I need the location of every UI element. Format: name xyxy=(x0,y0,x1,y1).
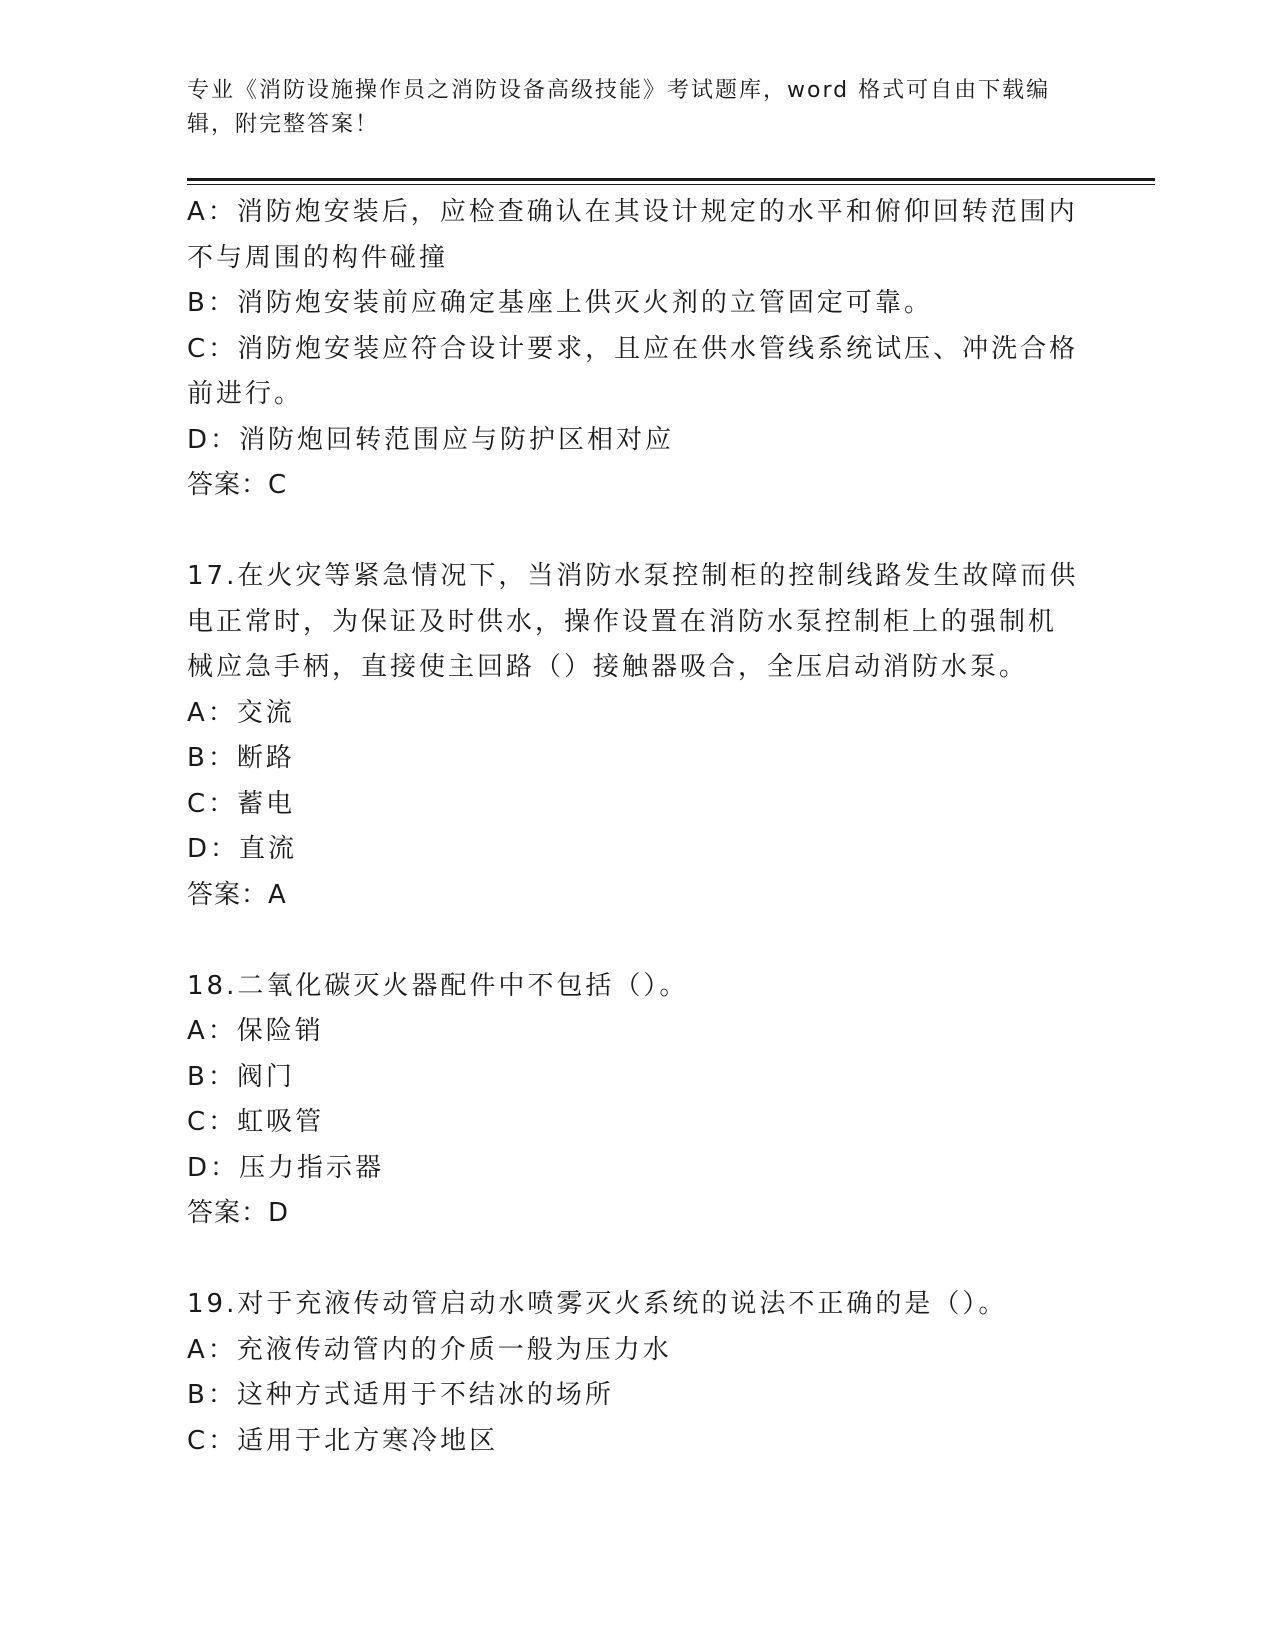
q16-option-c-line-1: C：消防炮安装应符合设计要求，且应在供水管线系统试压、冲洗合格 xyxy=(187,333,1079,364)
question-content xyxy=(187,190,1087,1464)
q18-option-d: D：压力指示器 xyxy=(187,1152,385,1183)
q18-option-a: A：保险销 xyxy=(187,1016,324,1046)
q17-option-c: C：蓄电 xyxy=(187,788,296,819)
q19-option-a: A：充液传动管内的介质一般为压力水 xyxy=(187,1334,672,1365)
q19-stem: 19.对于充液传动管启动水喷雾灭火系统的说法不正确的是（）。 xyxy=(187,1289,1008,1319)
question-18-block xyxy=(187,964,1087,1237)
spacer xyxy=(187,1237,1087,1283)
q17-option-a: A：交流 xyxy=(187,697,295,728)
q18-stem: 18.二氧化碳灭火器配件中不包括（）。 xyxy=(187,970,689,1001)
header-line-2: 辑，附完整答案！ xyxy=(187,112,380,137)
q19-option-c: C：适用于北方寒冷地区 xyxy=(187,1425,499,1456)
q16-option-c-line-2: 前进行。 xyxy=(187,379,304,409)
q17-option-d: D：直流 xyxy=(187,834,298,864)
header-divider-thin xyxy=(187,184,1155,185)
spacer xyxy=(187,918,1087,964)
q18-answer: 答案：D xyxy=(187,1198,290,1228)
q18-option-c: C：虹吸管 xyxy=(187,1107,325,1137)
q16-option-b: B：消防炮安装前应确定基座上供灭火剂的立管固定可靠。 xyxy=(187,288,933,318)
q16-answer: 答案：C xyxy=(187,470,288,500)
question-17-block xyxy=(187,554,1087,918)
q16-option-a-line-1: A：消防炮安装后，应检查确认在其设计规定的水平和俯仰回转范围内 xyxy=(187,197,1078,227)
q16-option-d: D：消防炮回转范围应与防护区相对应 xyxy=(187,424,675,455)
q17-stem-line-2: 电正常时，为保证及时供水，操作设置在消防水泵控制柜上的强制机 xyxy=(187,606,1058,637)
header-divider-thick xyxy=(187,178,1155,181)
q17-option-b: B：断路 xyxy=(187,743,295,773)
question-16-block xyxy=(187,190,1087,509)
header-line-1: 专业《消防设施操作员之消防设备高级技能》考试题库，word 格式可自由下载编 xyxy=(187,78,1051,103)
q17-answer: 答案：A xyxy=(187,879,287,910)
q16-option-a-line-2: 不与周围的构件碰撞 xyxy=(187,242,449,273)
document-header xyxy=(187,74,1067,142)
question-19-block xyxy=(187,1282,1087,1464)
q19-option-b: B：这种方式适用于不结冰的场所 xyxy=(187,1380,614,1410)
q17-stem-line-1: 17.在火灾等紧急情况下，当消防水泵控制柜的控制线路发生故障而供 xyxy=(187,561,1079,591)
q17-stem-line-3: 械应急手柄，直接使主回路（）接触器吸合，全压启动消防水泵。 xyxy=(187,652,1029,682)
spacer xyxy=(187,509,1087,555)
q18-option-b: B：阀门 xyxy=(187,1061,295,1092)
